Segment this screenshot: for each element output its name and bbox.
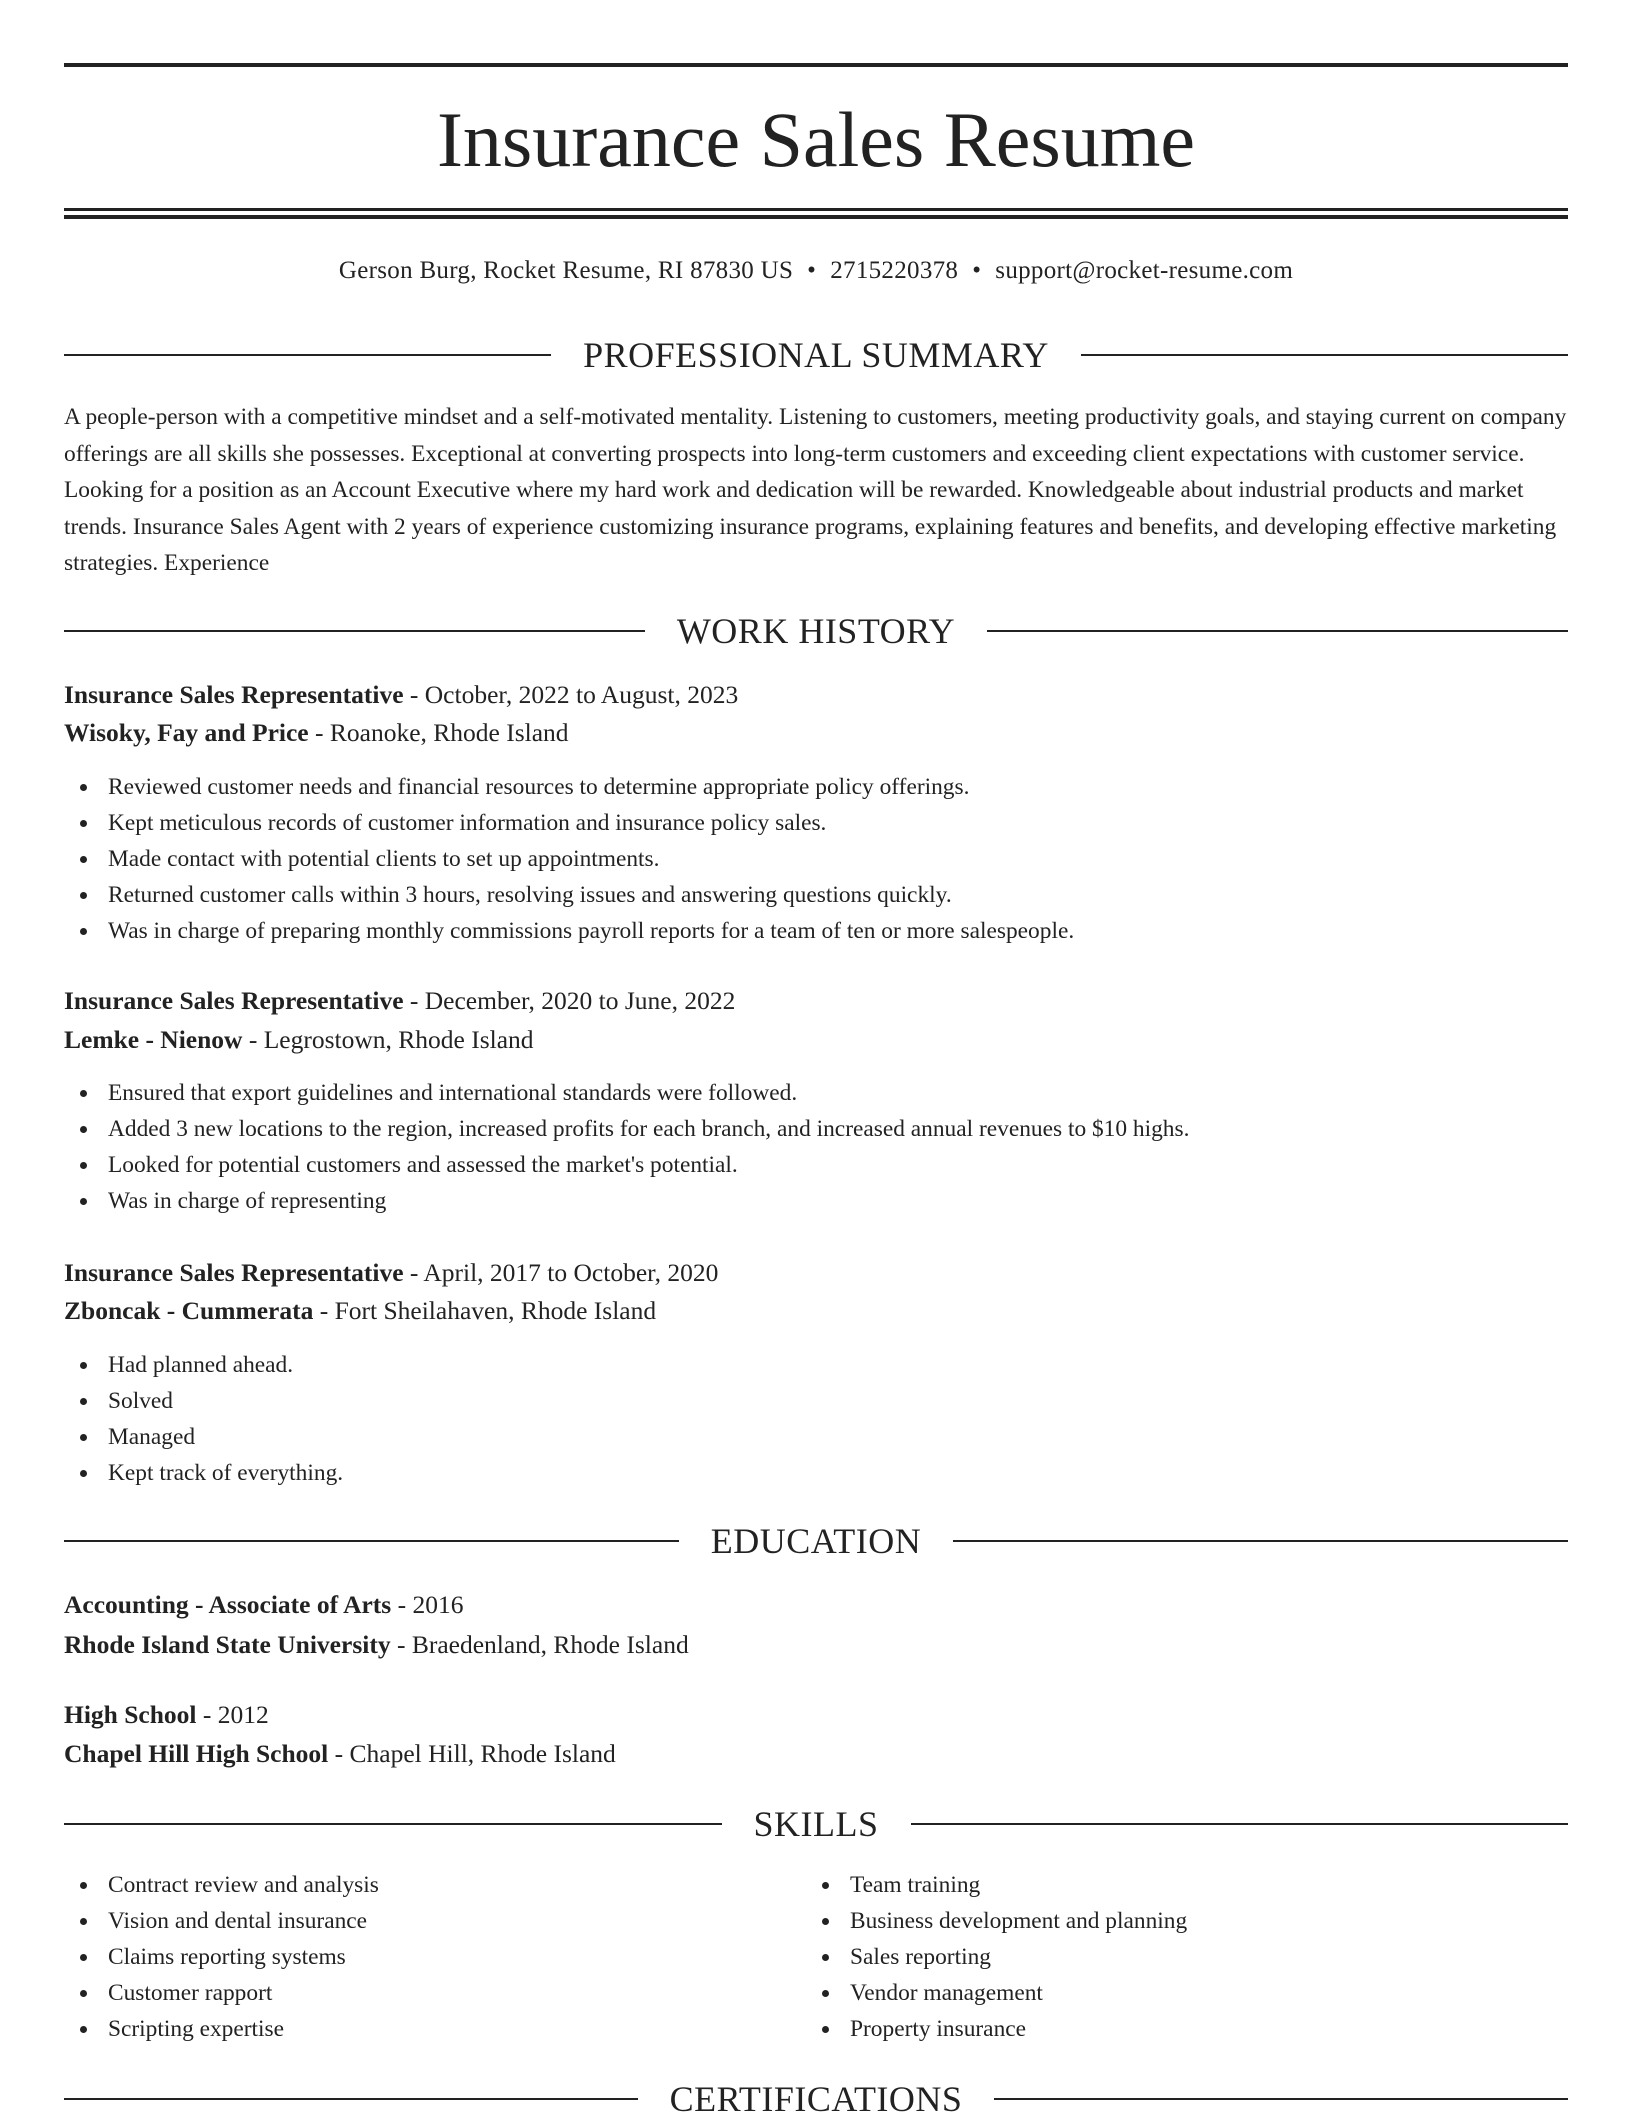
bullet-text: Kept track of everything. bbox=[108, 1460, 344, 1486]
skills-list-left bbox=[64, 1867, 379, 2047]
contact-separator: • bbox=[807, 257, 817, 284]
section-heading-certifications bbox=[64, 2077, 1568, 2121]
section-heading-work-history bbox=[64, 609, 1568, 653]
heading-rule bbox=[64, 354, 551, 356]
bullet-text: Solved bbox=[108, 1388, 173, 1414]
bullet-dot bbox=[822, 1954, 829, 1961]
title-double-rule bbox=[64, 208, 1568, 219]
list-item bbox=[64, 913, 1074, 949]
job-company-line bbox=[64, 1293, 1568, 1329]
heading-rule bbox=[64, 1540, 679, 1542]
top-rule bbox=[64, 63, 1568, 67]
list-item bbox=[64, 1347, 343, 1383]
contact-phone: 2715220378 bbox=[830, 257, 959, 284]
bullet-text: Had planned ahead. bbox=[108, 1352, 294, 1378]
contact-separator: • bbox=[972, 257, 982, 284]
bullet-dot bbox=[80, 1162, 87, 1169]
list-item bbox=[806, 1939, 1187, 1975]
list-item bbox=[64, 805, 1074, 841]
bullet-dot bbox=[80, 1434, 87, 1441]
list-item bbox=[64, 1903, 379, 1939]
list-item bbox=[64, 2011, 379, 2047]
bullet-text: Kept meticulous records of customer information and insurance policy sales. bbox=[108, 810, 827, 836]
heading-rule bbox=[987, 630, 1568, 632]
list-item bbox=[64, 1419, 343, 1455]
education-school-line bbox=[64, 1736, 1568, 1772]
bullet-text: Ensured that export guidelines and international standards were followed. bbox=[108, 1080, 798, 1106]
bullet-dot bbox=[80, 856, 87, 863]
education-school-line bbox=[64, 1627, 1568, 1663]
section-heading-education bbox=[64, 1519, 1568, 1563]
education-degree-line bbox=[64, 1587, 1568, 1623]
bullet-text: Was in charge of representing bbox=[108, 1188, 387, 1214]
bullet-dot bbox=[80, 1126, 87, 1133]
list-item bbox=[64, 1455, 343, 1491]
skill-text: Customer rapport bbox=[108, 1980, 273, 2006]
list-item bbox=[806, 2011, 1187, 2047]
list-item bbox=[64, 877, 1074, 913]
heading-rule bbox=[953, 1540, 1568, 1542]
bullet-text: Made contact with potential clients to set up appointments. bbox=[108, 846, 660, 872]
list-item bbox=[64, 1111, 1189, 1147]
list-item bbox=[806, 1975, 1187, 2011]
skill-text: Property insurance bbox=[850, 2016, 1027, 2042]
resume-title: Insurance Sales Resume bbox=[436, 96, 1196, 183]
bullet-dot bbox=[80, 2026, 87, 2033]
heading-rule bbox=[64, 630, 645, 632]
education-school: Chapel Hill High School bbox=[64, 1739, 329, 1768]
job-bullet-list bbox=[64, 769, 1074, 949]
list-item bbox=[64, 1075, 1189, 1111]
list-item bbox=[806, 1903, 1187, 1939]
skill-text: Vision and dental insurance bbox=[108, 1908, 368, 1934]
skill-text: Sales reporting bbox=[850, 1944, 991, 1970]
education-degree: High School bbox=[64, 1700, 197, 1729]
job-dates: - December, 2020 to June, 2022 bbox=[409, 986, 736, 1015]
skills-list-right bbox=[806, 1867, 1187, 2047]
skill-text: Vendor management bbox=[850, 1980, 1043, 2006]
list-item bbox=[64, 841, 1074, 877]
job-bullet-list bbox=[64, 1075, 1189, 1219]
section-title: SKILLS bbox=[753, 1804, 879, 1844]
heading-rule bbox=[994, 2098, 1568, 2100]
list-item bbox=[64, 1183, 1189, 1219]
list-item bbox=[64, 1867, 379, 1903]
bullet-text: Added 3 new locations to the region, increased profits for each branch, and increased annual revenues to $10 highs. bbox=[108, 1116, 1190, 1142]
skill-text: Team training bbox=[850, 1872, 981, 1898]
bullet-dot bbox=[80, 892, 87, 899]
bullet-dot bbox=[80, 1882, 87, 1889]
education-year: - 2012 bbox=[202, 1700, 269, 1729]
bullet-text: Was in charge of preparing monthly commissions payroll reports for a team of ten or more salespeople. bbox=[108, 918, 1075, 944]
section-title: EDUCATION bbox=[710, 1521, 922, 1561]
list-item bbox=[64, 1975, 379, 2011]
list-item bbox=[64, 1939, 379, 1975]
bullet-dot bbox=[80, 784, 87, 791]
education-school: Rhode Island State University bbox=[64, 1630, 391, 1659]
skill-text: Contract review and analysis bbox=[108, 1872, 379, 1898]
bullet-dot bbox=[80, 820, 87, 827]
job-title-line bbox=[64, 677, 1568, 713]
skill-text: Claims reporting systems bbox=[108, 1944, 346, 1970]
job-company-line bbox=[64, 1022, 1568, 1058]
job-title: Insurance Sales Representative bbox=[64, 986, 404, 1015]
heading-rule bbox=[64, 1823, 722, 1825]
heading-rule bbox=[911, 1823, 1569, 1825]
bullet-dot bbox=[822, 1990, 829, 1997]
education-degree-line bbox=[64, 1697, 1568, 1733]
list-item bbox=[64, 1147, 1189, 1183]
job-location: - Roanoke, Rhode Island bbox=[315, 718, 569, 747]
section-title: PROFESSIONAL SUMMARY bbox=[583, 335, 1049, 375]
contact-email[interactable]: support@rocket-resume.com bbox=[995, 257, 1294, 284]
heading-rule bbox=[64, 2098, 638, 2100]
bullet-dot bbox=[80, 1990, 87, 1997]
job-title: Insurance Sales Representative bbox=[64, 680, 404, 709]
bullet-dot bbox=[80, 1362, 87, 1369]
contact-address: Gerson Burg, Rocket Resume, RI 87830 US bbox=[338, 257, 794, 284]
list-item bbox=[64, 769, 1074, 805]
summary-paragraph: A people-person with a competitive mindset and a self-motivated mentality. Listening to customers, meeting productivity goals, and staying current on company offerings are all skills she possesses. Exceptional at converting prospects into long-term customers and exceeding client expectations with customer service. Looking for a position as an Account Executive where my hard work and dedication will be rewarded. Knowledgeable about industrial products and market trends. Insurance Sales Agent with 2 years of experience customizing insurance programs, explaining features and benefits, and developing effective marketing strategies. Experience bbox=[64, 404, 1567, 576]
education-degree: Accounting - Associate of Arts bbox=[64, 1590, 392, 1619]
job-dates: - April, 2017 to October, 2020 bbox=[409, 1258, 719, 1287]
skill-text: Scripting expertise bbox=[108, 2016, 285, 2042]
bullet-dot bbox=[80, 1918, 87, 1925]
job-dates: - October, 2022 to August, 2023 bbox=[409, 680, 739, 709]
section-heading-skills bbox=[64, 1802, 1568, 1846]
bullet-dot bbox=[822, 1882, 829, 1889]
bullet-dot bbox=[80, 1090, 87, 1097]
contact-line bbox=[64, 254, 1568, 288]
bullet-dot bbox=[80, 1954, 87, 1961]
job-title-line bbox=[64, 1255, 1568, 1291]
job-location: - Legrostown, Rhode Island bbox=[248, 1025, 534, 1054]
job-bullet-list bbox=[64, 1347, 343, 1491]
bullet-text: Looked for potential customers and assessed the market's potential. bbox=[108, 1152, 738, 1178]
resume-page bbox=[64, 0, 1568, 2119]
job-title: Insurance Sales Representative bbox=[64, 1258, 404, 1287]
section-heading-summary bbox=[64, 333, 1568, 377]
education-year: - 2016 bbox=[397, 1590, 464, 1619]
education-location: - Braedenland, Rhode Island bbox=[396, 1630, 689, 1659]
education-location: - Chapel Hill, Rhode Island bbox=[334, 1739, 616, 1768]
list-item bbox=[64, 1383, 343, 1419]
bullet-dot bbox=[822, 1918, 829, 1925]
bullet-dot bbox=[80, 1198, 87, 1205]
skill-text: Business development and planning bbox=[850, 1908, 1188, 1934]
job-title-line bbox=[64, 983, 1568, 1019]
section-title: WORK HISTORY bbox=[676, 611, 956, 651]
job-company: Wisoky, Fay and Price bbox=[64, 718, 309, 747]
bullet-dot bbox=[80, 1398, 87, 1405]
bullet-dot bbox=[822, 2026, 829, 2033]
bullet-text: Returned customer calls within 3 hours, resolving issues and answering questions quickly. bbox=[108, 882, 952, 908]
job-location: - Fort Sheilahaven, Rhode Island bbox=[319, 1296, 657, 1325]
heading-rule bbox=[1081, 354, 1568, 356]
job-company-line bbox=[64, 715, 1568, 751]
bullet-text: Managed bbox=[108, 1424, 196, 1450]
job-company: Zboncak - Cummerata bbox=[64, 1296, 314, 1325]
list-item bbox=[806, 1867, 1187, 1903]
bullet-dot bbox=[80, 1470, 87, 1477]
bullet-text: Reviewed customer needs and financial resources to determine appropriate policy offerings. bbox=[108, 774, 970, 800]
job-company: Lemke - Nienow bbox=[64, 1025, 243, 1054]
bullet-dot bbox=[80, 928, 87, 935]
section-title: CERTIFICATIONS bbox=[669, 2079, 963, 2119]
